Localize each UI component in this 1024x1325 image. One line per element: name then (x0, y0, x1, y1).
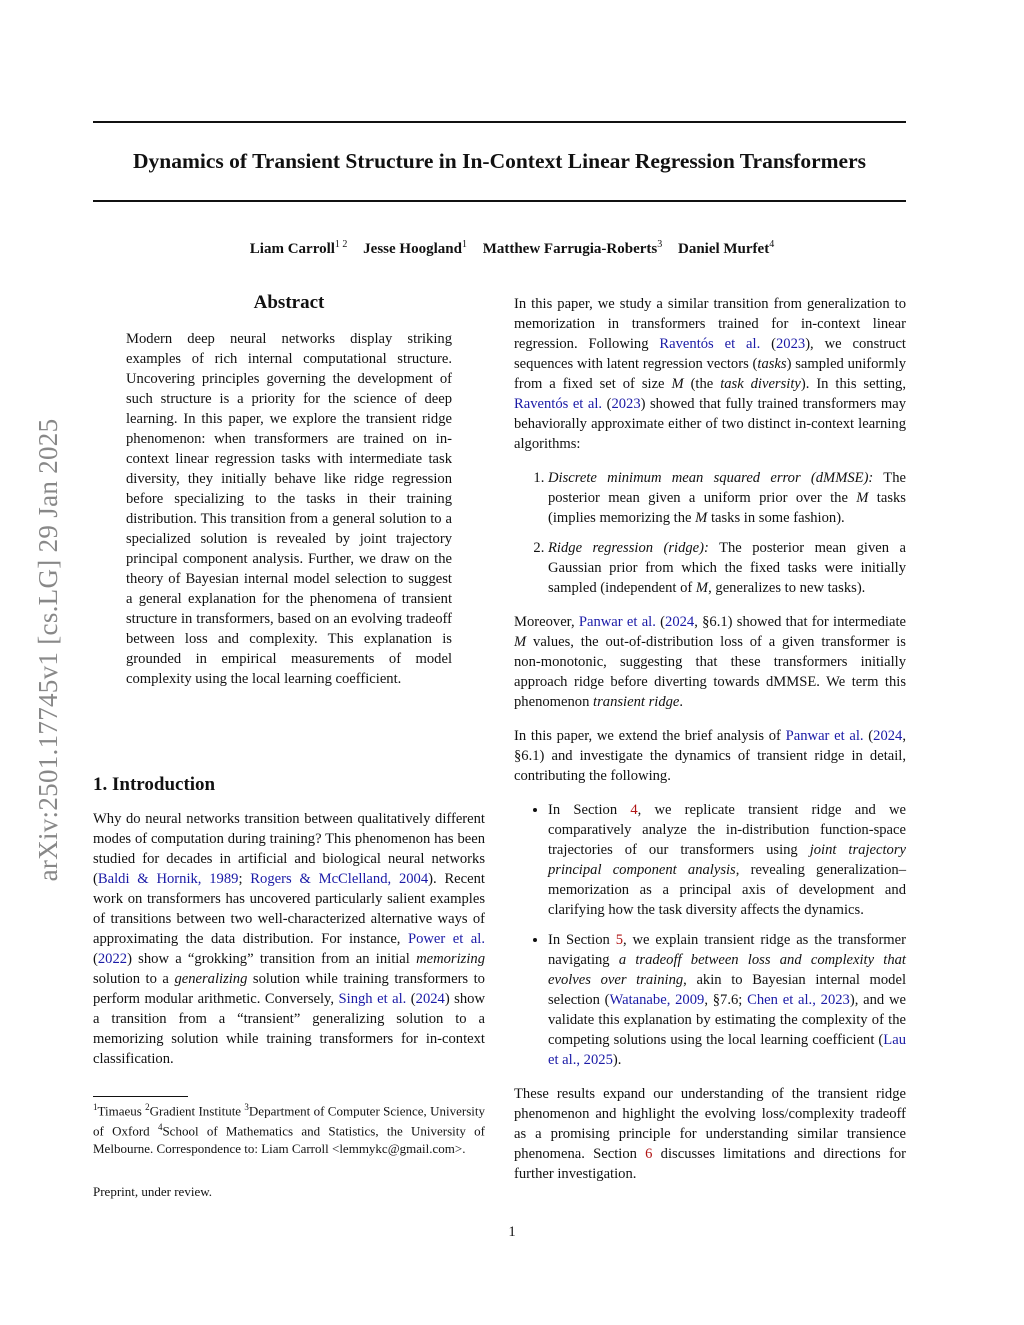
section-ref-4[interactable]: 4 (630, 802, 638, 818)
citation-panwar-2-year[interactable]: 2024 (873, 728, 903, 744)
citation-raventos-2[interactable]: Raventós et al. (514, 396, 603, 412)
citation-power-year[interactable]: 2022 (97, 951, 128, 967)
author-2: Jesse Hoogland$^1$ (363, 239, 467, 257)
citation-raventos-2-year[interactable]: 2023 (611, 396, 641, 412)
abstract-text: Modern deep neural networks display striking examples of rich internal computational structure. Uncovering principles governing the development of such structure is a priority for the science of deep learning. In this paper, we explore the transient ridge phenomenon: when transformers are trained on in-context linear regression tasks with intermediate task diversity, they initially behave like ridge regression before specializing to the tasks in their training distribution. This transition from a general solution to a specialized solution is revealed by joint trajectory principal component analysis. Further, we draw on the theory of Bayesian internal model selection to suggest a general explanation for the phenomena of transient structure in transformers, based on an evolving tradeoff between loss and complexity. This explanation is grounded in empirical measurements of model complexity using the local learning coefficient. (126, 331, 452, 687)
section-ref-5[interactable]: 5 (615, 932, 623, 948)
citation-panwar-year[interactable]: 2024 (665, 614, 695, 630)
citation-singh-year[interactable]: 2024 (415, 991, 445, 1007)
citation-rogers-mcclelland[interactable]: Rogers & McClelland, 2004 (250, 871, 429, 887)
right-paragraph-4: These results expand our understanding of the transient ridge phenomenon and highlight the evolving loss/complexity tradeoff as a promising principle for understanding similar transience phenomena. Section 6 discusses limitations and directions for further investigation. (514, 1086, 906, 1182)
author-3: Matthew Farrugia-Roberts$^3$ (482, 239, 663, 257)
section-heading-introduction: 1. Introduction (93, 774, 216, 795)
citation-singh[interactable]: Singh et al. (338, 991, 407, 1007)
list-item-ridge: 2. Ridge regression (ridge): The posterior mean given a Gaussian prior from which the fixed tasks were initially sampled (independent of M, generalizes to new tasks). (548, 538, 906, 598)
footnote-rule (93, 1096, 188, 1097)
title-rule (93, 200, 906, 202)
citation-raventos[interactable]: Raventós et al. (659, 336, 761, 352)
citation-power[interactable]: Power et al. (407, 931, 485, 947)
right-paragraph-2: Moreover, Panwar et al. (2024, §6.1) showed that for intermediate M values, the out-of-distribution loss of a given transformer is non-monotonic, suggesting that these transformers initially approach ridge before diverting towards dMMSE. We term this phenomenon transient ridge. (514, 614, 906, 710)
author-4: Daniel Murfet$^4$ (677, 239, 775, 257)
section-ref-6[interactable]: 6 (645, 1146, 653, 1162)
citation-panwar[interactable]: Panwar et al. (578, 614, 656, 630)
algorithm-list (514, 468, 906, 598)
paper-title: Dynamics of Transient Structure in In-Context Linear Regression Transformers (133, 149, 866, 173)
author-1: Liam Carroll$^{1 2}$ (249, 239, 348, 257)
contribution-list (514, 800, 906, 1070)
affiliations-footnote: $^1$Timaeus $^2$Gradient Institute $^3$Department of Computer Science, University of Oxford $^4$School of Mathematics and Statistics, the University of Melbourne. Correspondence to: Liam Carroll <lemmykc@gmail.com>. (93, 1102, 486, 1156)
contribution-item-1: • In Section 4, we replicate transient ridge and we comparatively analyze the in-distribution function-space trajectories of our transformers using joint trajectory principal component analysis, revealing generalization–memorization as a principal axis of development and clarifying how the task diversity affects the dynamics. (548, 800, 906, 920)
right-column (514, 294, 906, 1198)
arxiv-identifier: arXiv:2501.17745v1 [cs.LG] 29 Jan 2025 (33, 418, 63, 882)
top-rule (93, 121, 906, 123)
right-paragraph-3: In this paper, we extend the brief analysis of Panwar et al. (2024, §6.1) and investigate the dynamics of transient ridge in detail, contributing the following. (514, 728, 906, 784)
citation-watanabe[interactable]: Watanabe, 2009 (609, 992, 705, 1008)
citation-lau[interactable]: Lau et al., 2025 (548, 1032, 906, 1068)
right-paragraph-1: In this paper, we study a similar transition from generalization to memorization in transformers trained for in-context linear regression. Following Raventós et al. (2023), we construct sequences with latent regression vectors (tasks) sampled uniformly from a fixed set of size M (the task diversity). In this setting, Raventós et al. (2023) showed that fully trained transformers may behaviorally approximate either of two distinct in-context learning algorithms: (514, 296, 906, 452)
preprint-notice: Preprint, under review. (93, 1184, 213, 1199)
contribution-item-2: • In Section 5, we explain transient ridge as the transformer navigating a tradeoff between loss and complexity that evolves over training, akin to Bayesian internal model selection (Watanabe, 2009, §7.6; Chen et al., 2023), and we validate this explanation by estimating the complexity of the competing solutions using the local learning coefficient (Lau et al., 2025). (548, 930, 906, 1070)
citation-raventos-year[interactable]: 2023 (776, 336, 806, 352)
abstract-heading: Abstract (253, 292, 325, 313)
author-list (0, 235, 1024, 259)
citation-chen[interactable]: Chen et al., 2023 (747, 992, 850, 1008)
citation-panwar-2[interactable]: Panwar et al. (785, 728, 864, 744)
citation-baldi-hornik[interactable]: Baldi & Hornik, 1989 (97, 871, 239, 887)
page-number: 1 (508, 1224, 516, 1240)
list-item-dmmse: 1. Discrete minimum mean squared error (dMMSE): The posterior mean given a uniform prior over the M tasks (implies memorizing the M tasks in some fashion). (548, 468, 906, 528)
intro-paragraph: Why do neural networks transition between qualitatively different modes of computation during training? This phenomenon has been studied for decades in artificial and biological neural networks (Baldi & Hornik, 1989; Rogers & McClelland, 2004). Recent work on transformers has uncovered particularly salient examples of transitions between two well-characterized alternative ways of approximating the data distribution. For instance, Power et al. (2022) show a “grokking” transition from an initial memorizing solution to a generalizing solution while training transformers to perform modular arithmetic. Conversely, Singh et al. (2024) show a transition from a “transient” generalizing solution to a memorizing solution while training transformers for in-context classification. (93, 811, 485, 1067)
